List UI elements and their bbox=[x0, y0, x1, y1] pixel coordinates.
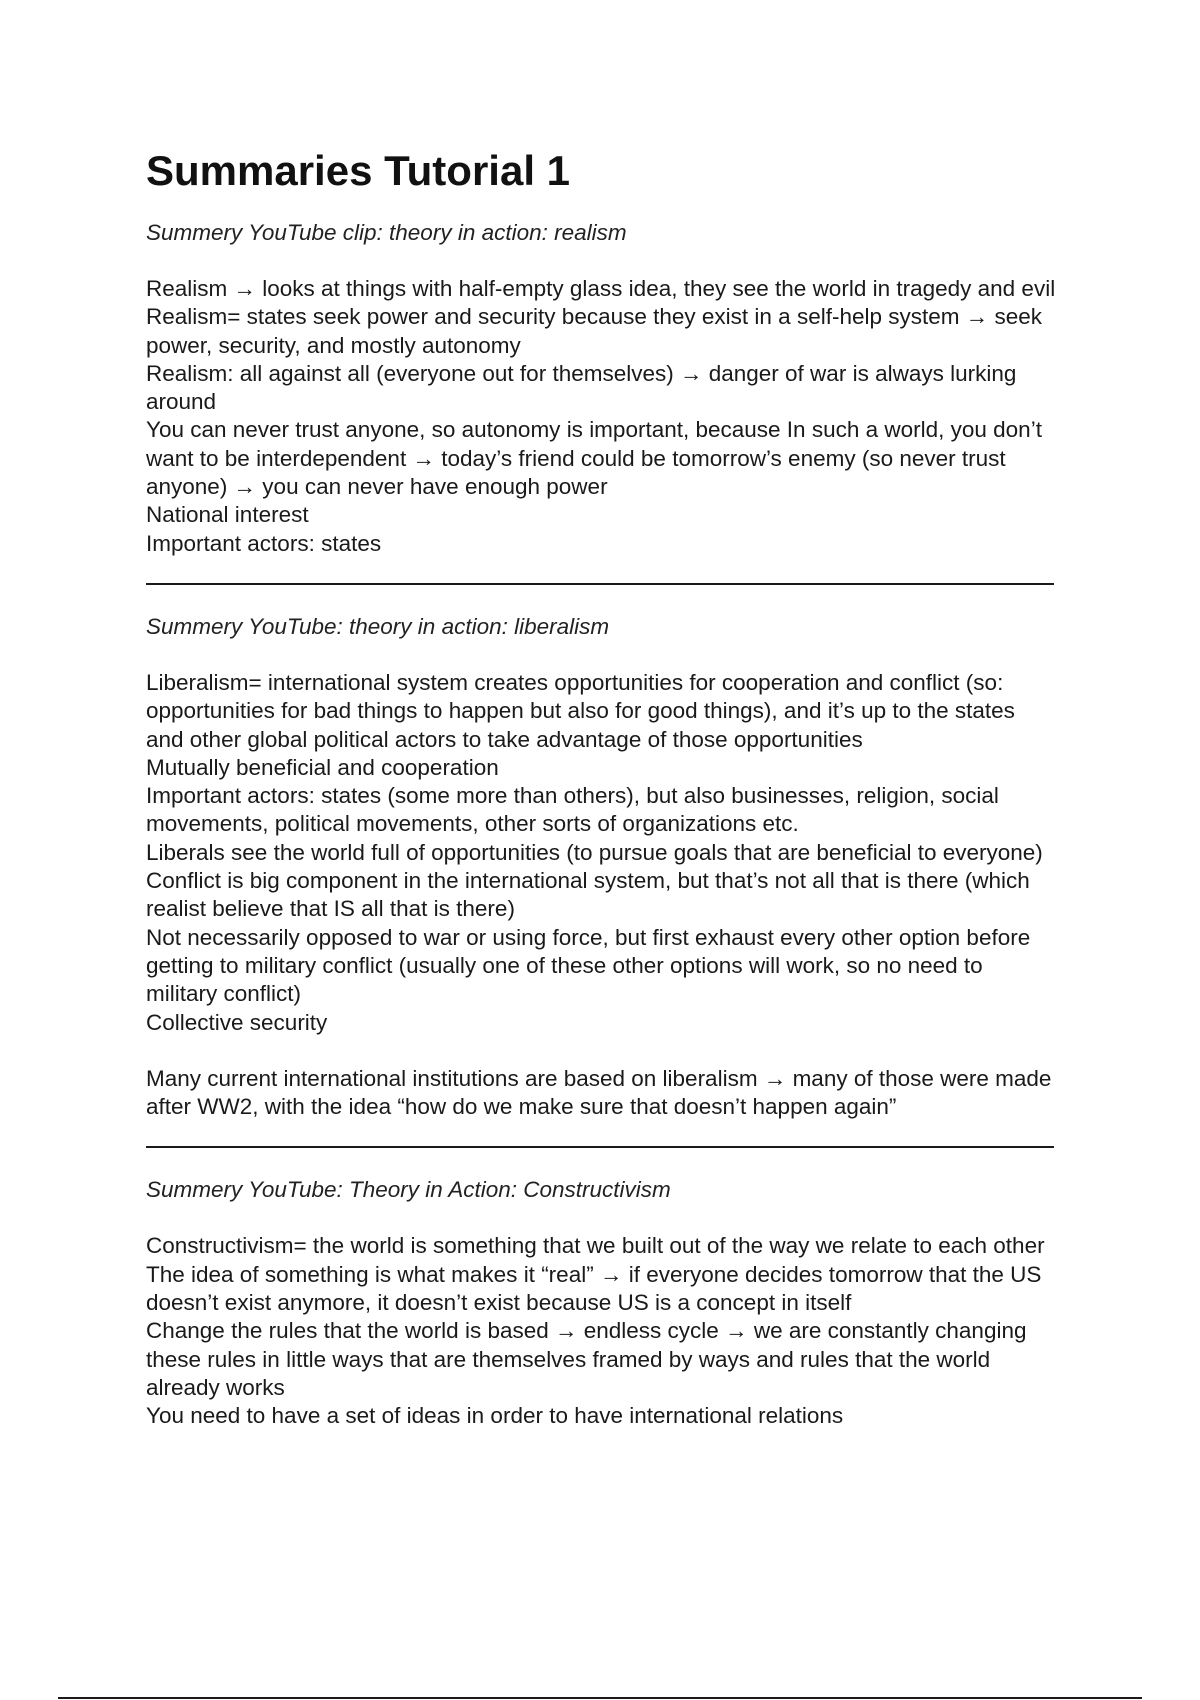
section-heading: Summery YouTube: Theory in Action: Constructivism bbox=[146, 1177, 671, 1203]
spacer bbox=[146, 641, 1056, 669]
paragraph bbox=[146, 1232, 1056, 1430]
text-line: Realism → looks at things with half-empty glass idea, they see the world in tragedy and evil bbox=[146, 276, 1056, 301]
text-line: Realism: all against all (everyone out for themselves) → danger of war is always lurking around bbox=[146, 360, 1017, 415]
spacer bbox=[146, 1121, 1056, 1146]
text-line: Change the rules that the world is based → endless cycle → we are constantly changing these rules in little ways that are themselves framed by ways and rules that the world already works bbox=[146, 1318, 1027, 1400]
page-bottom-rule bbox=[58, 1697, 1142, 1699]
page-title: Summaries Tutorial 1 bbox=[146, 147, 571, 194]
section-heading: Summery YouTube clip: theory in action: realism bbox=[146, 220, 627, 245]
text-line: National interest bbox=[146, 502, 309, 528]
text-line: Constructivism= the world is something that we built out of the way we relate to each other bbox=[146, 1233, 1045, 1259]
text-line: Important actors: states bbox=[146, 530, 382, 556]
spacer bbox=[146, 585, 1056, 613]
section-liberalism bbox=[146, 613, 1056, 1121]
spacer bbox=[146, 558, 1056, 583]
text-line: Collective security bbox=[146, 1009, 328, 1035]
spacer bbox=[146, 1037, 1056, 1065]
text-line: You need to have a set of ideas in order to have international relations bbox=[146, 1403, 844, 1429]
text-line: Important actors: states (some more than others), but also businesses, religion, social movements, political movements, other sorts of organizations etc. bbox=[146, 783, 999, 837]
spacer bbox=[146, 1204, 1056, 1232]
section-realism bbox=[146, 219, 1056, 558]
text-line: Realism= states seek power and security because they exist in a self-help system → seek power, security, and mostly autonomy bbox=[146, 304, 1043, 358]
text-line: Conflict is big component in the international system, but that’s not all that is there (which realist believe that IS all that is there) bbox=[146, 868, 1030, 922]
text-line: Not necessarily opposed to war or using force, but first exhaust every other option before getting to military conflict (usually one of these other options will work, so no need to military conflict) bbox=[146, 924, 1031, 1007]
spacer bbox=[146, 196, 1056, 219]
spacer bbox=[146, 247, 1056, 275]
document-page bbox=[146, 146, 1056, 1431]
text-line: Many current international institutions are based on liberalism → many of those were made after WW2, with the idea “how do we make sure that doesn’t happen again” bbox=[146, 1065, 1052, 1120]
text-line: Mutually beneficial and cooperation bbox=[146, 754, 499, 780]
text-line: You can never trust anyone, so autonomy is important, because In such a world, you don’t want to be interdependent → today’s friend could be tomorrow’s enemy (so never trust anyone) → you can never have enough power bbox=[146, 417, 1042, 500]
text-line: Liberalism= international system creates opportunities for cooperation and conflict (so: opportunities for bad things to happen but also for good things), and it’s up to the states and other global political actors to take advantage of those opportunities bbox=[146, 669, 1015, 752]
text-line: The idea of something is what makes it “real” → if everyone decides tomorrow that the US doesn’t exist anymore, it doesn’t exist because US is a concept in itself bbox=[146, 1261, 1042, 1316]
paragraph bbox=[146, 669, 1056, 1037]
section-heading: Summery YouTube: theory in action: liberalism bbox=[146, 613, 610, 639]
paragraph bbox=[146, 1065, 1056, 1122]
spacer bbox=[146, 1148, 1056, 1176]
paragraph bbox=[146, 275, 1056, 558]
text-line: Liberals see the world full of opportunities (to pursue goals that are beneficial to everyone) bbox=[146, 839, 1043, 865]
section-constructivism bbox=[146, 1176, 1056, 1430]
